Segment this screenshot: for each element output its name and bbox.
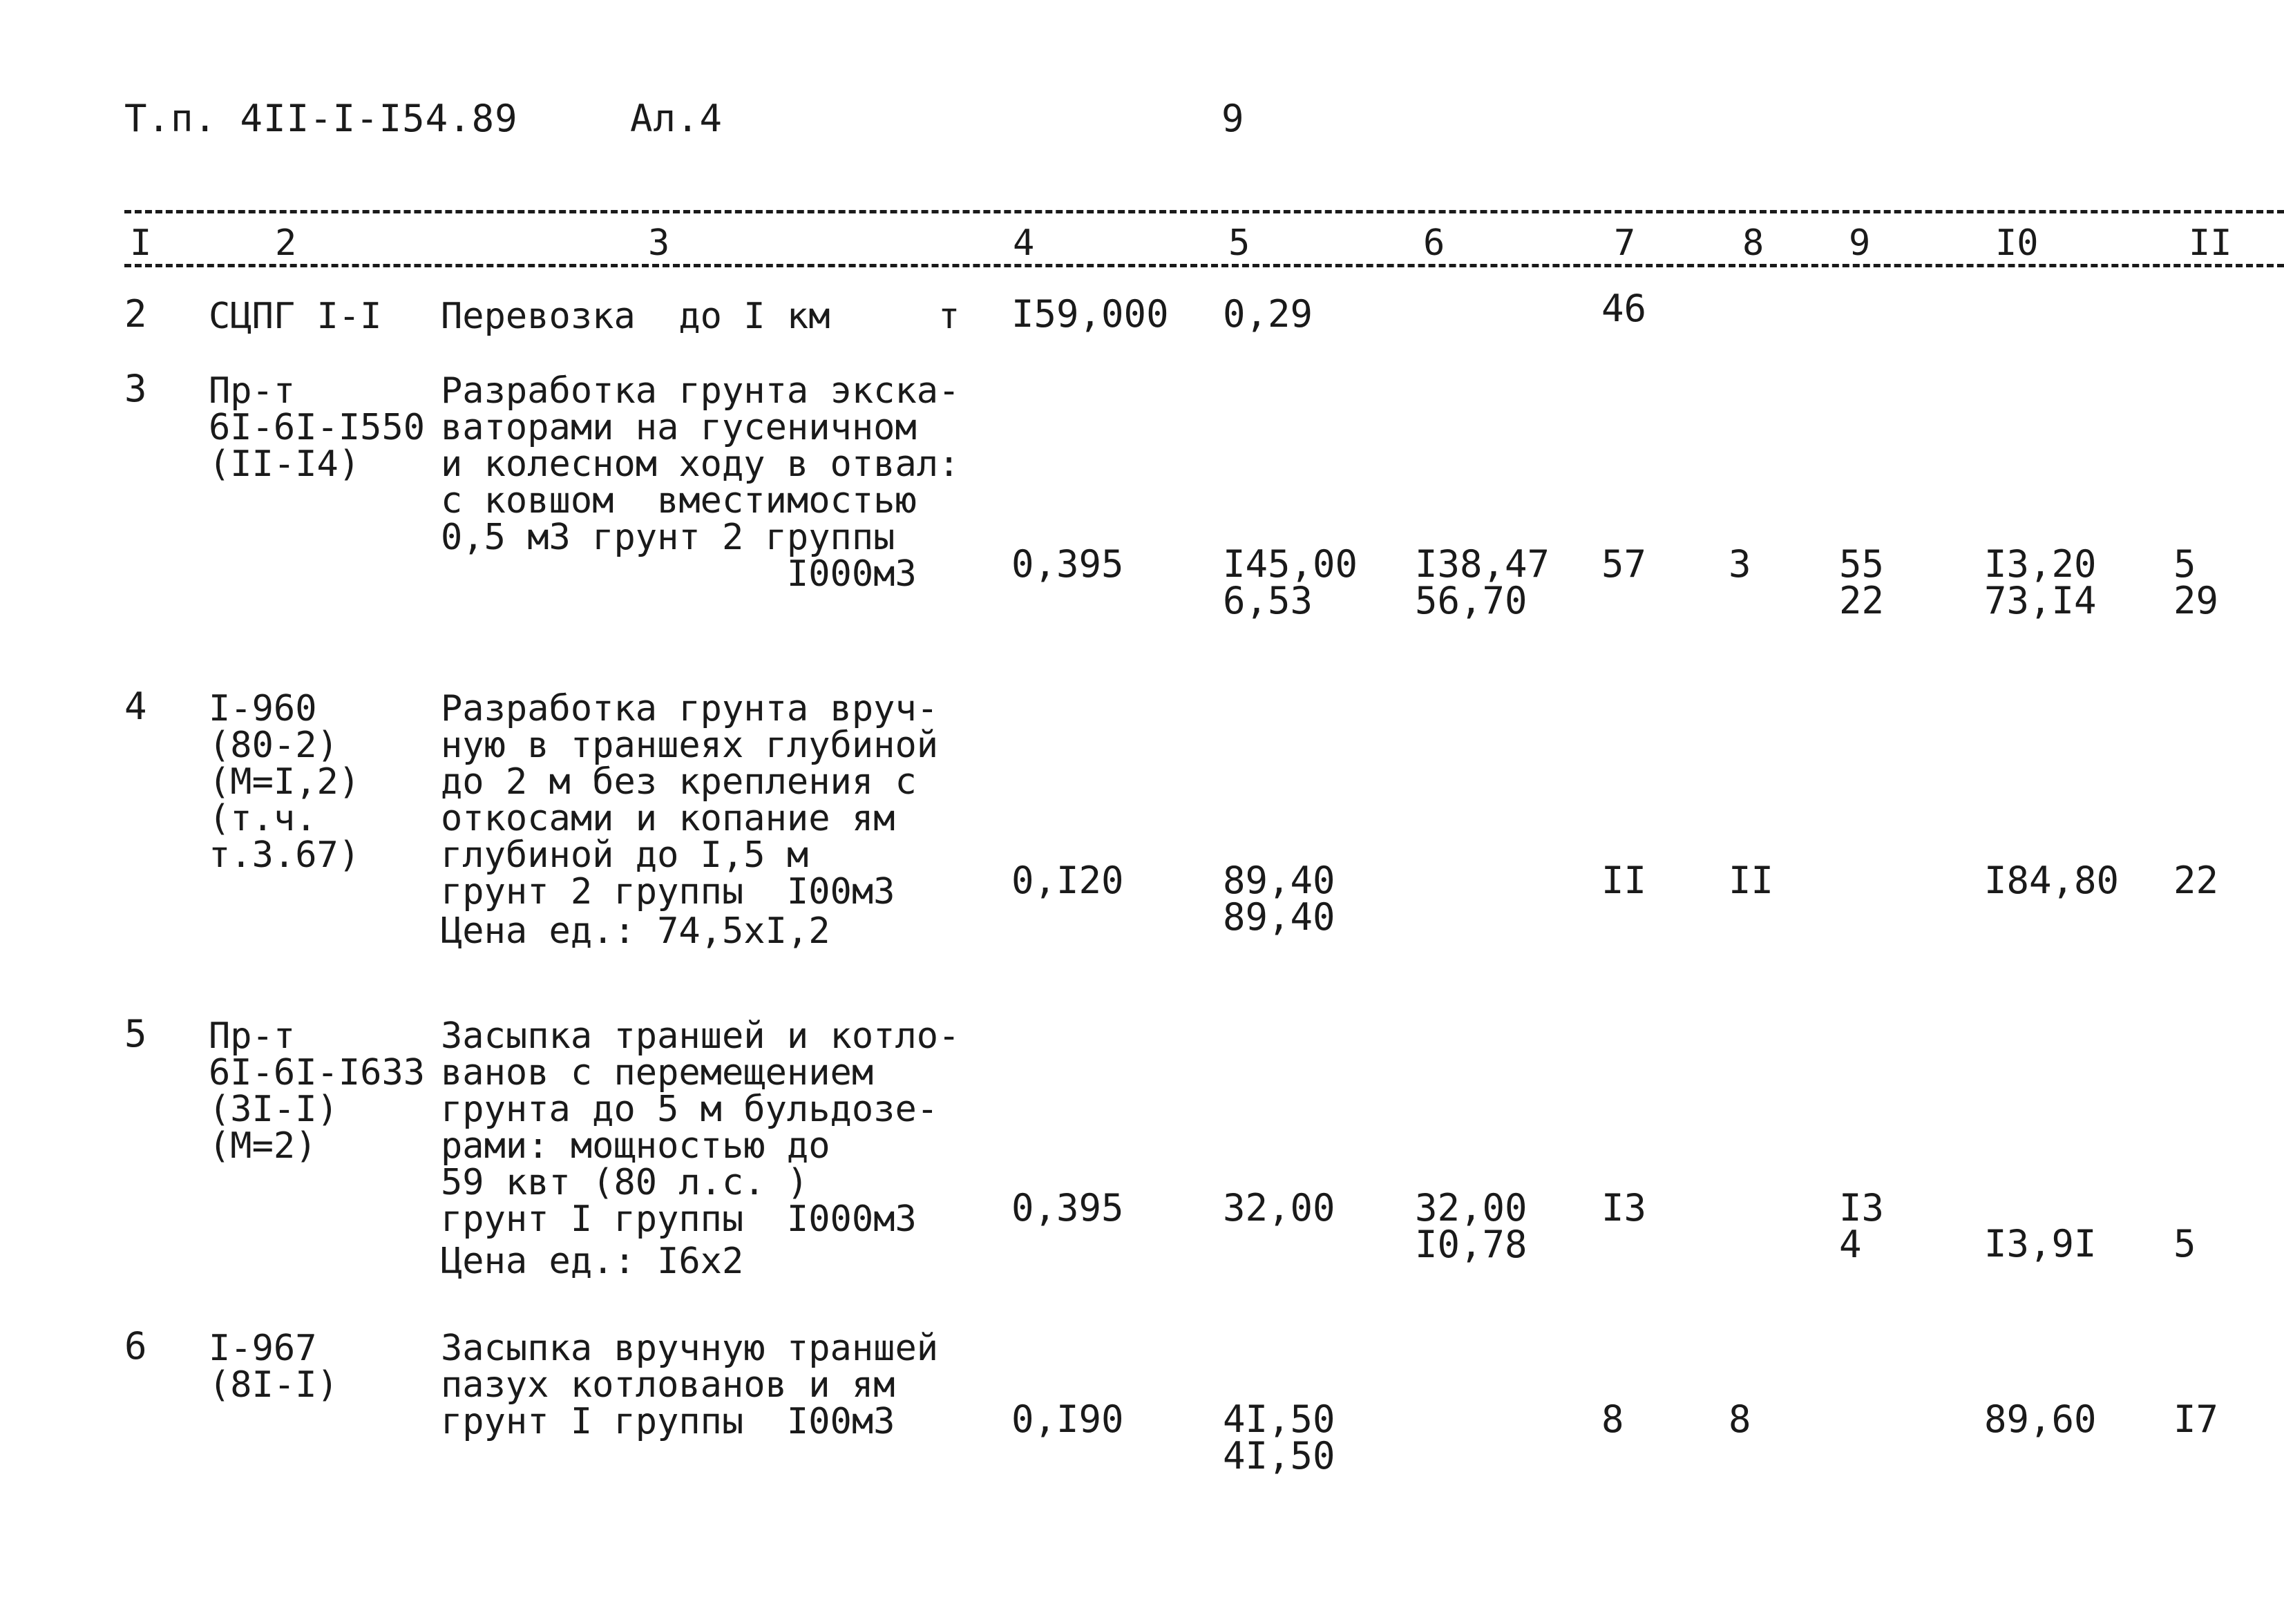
row-quantity: 0,I90 [1011,1397,1124,1441]
column-number-8: 8 [1742,222,1764,264]
row-description: Перевозка до I км т [441,296,960,337]
row-description: Засыпка траншей и котло- ванов с перемещением грунта до 5 м бульдозе- рами: мощностью до 59 квт (80 л.с. ) грунт I группы I000м3 [441,1015,960,1240]
row-number: 6 [124,1324,147,1368]
row-quantity: 0,I20 [1011,859,1124,902]
row-price-note: Цена ед.: 74,5хI,2 [441,910,830,952]
row-number: 3 [124,367,147,410]
column-number-2: 2 [275,222,297,264]
row-col6: I38,47 56,70 [1415,542,1550,622]
album-number: Ал.4 [630,97,723,140]
column-number-10: I0 [1995,222,2039,264]
row-code: I-960 (80-2) (М=I,2) (т.ч. т.3.67) [209,688,361,876]
column-number-1: I [130,222,152,264]
table-top-rule [124,210,2284,213]
row-col7: 46 [1601,287,1647,330]
row-code: Пр-т 6I-6I-I550 (II-I4) [209,370,426,485]
column-number-5: 5 [1228,222,1250,264]
row-col11: 22 [2173,859,2219,902]
row-col7: 8 [1601,1397,1624,1441]
row-col5: 4I,50 4I,50 [1223,1397,1335,1478]
column-number-3: 3 [648,222,670,264]
row-quantity: 0,395 [1011,542,1124,586]
row-col11: I7 [2173,1397,2219,1441]
row-col10: I84,80 [1984,859,2120,902]
column-number-11: II [2189,222,2232,264]
row-col9: 55 22 [1839,542,1885,622]
row-col7: 57 [1601,542,1647,586]
column-number-9: 9 [1849,222,1871,264]
row-col8: 3 [1729,542,1751,586]
row-description: Засыпка вручную траншей пазух котлованов и ям грунт I группы I00м3 [441,1328,939,1442]
row-col7: II [1601,859,1647,902]
row-col6: 32,00 I0,78 [1415,1186,1528,1266]
row-code: I-967 (8I-I) [209,1328,339,1406]
row-code: Пр-т 6I-6I-I633 (3I-I) (М=2) [209,1015,426,1167]
row-number: 5 [124,1012,147,1055]
row-col9: I3 4 [1839,1186,1885,1266]
row-col5: I45,00 6,53 [1223,542,1358,622]
row-description: Разработка грунта экска- ваторами на гусеничном и колесном ходу в отвал: с ковшом вместимостью 0,5 м3 грунт 2 группы I000м3 [441,370,960,595]
row-col10: 89,60 [1984,1397,2097,1441]
row-col5: 32,00 [1223,1186,1335,1230]
document-code: Т.п. 4II-I-I54.89 [124,97,518,140]
column-number-4: 4 [1013,222,1035,264]
row-code: СЦПГ I-I [209,296,382,337]
row-col7: I3 [1601,1186,1647,1230]
row-quantity: I59,000 [1011,292,1169,336]
row-col5: 89,40 89,40 [1223,859,1335,939]
row-number: 2 [124,292,147,336]
row-price-note: Цена ед.: I6х2 [441,1241,744,1282]
row-col8: 8 [1729,1397,1751,1441]
row-quantity: 0,395 [1011,1186,1124,1230]
row-col11: 5 29 [2173,542,2219,622]
row-number: 4 [124,685,147,728]
row-col10: I3,9I [1984,1222,2097,1265]
row-description: Разработка грунта вруч- ную в траншеях глубиной до 2 м без крепления с откосами и копание ям глубиной до I,5 м грунт 2 группы I00м3 [441,688,939,913]
row-col11: 5 [2173,1222,2196,1265]
row-col8: II [1729,859,1774,902]
page-number: 9 [1221,97,1245,140]
column-number-7: 7 [1614,222,1636,264]
column-number-6: 6 [1423,222,1445,264]
table-header-rule [124,264,2284,267]
row-col5: 0,29 [1223,292,1313,336]
row-col10: I3,20 73,I4 [1984,542,2097,622]
